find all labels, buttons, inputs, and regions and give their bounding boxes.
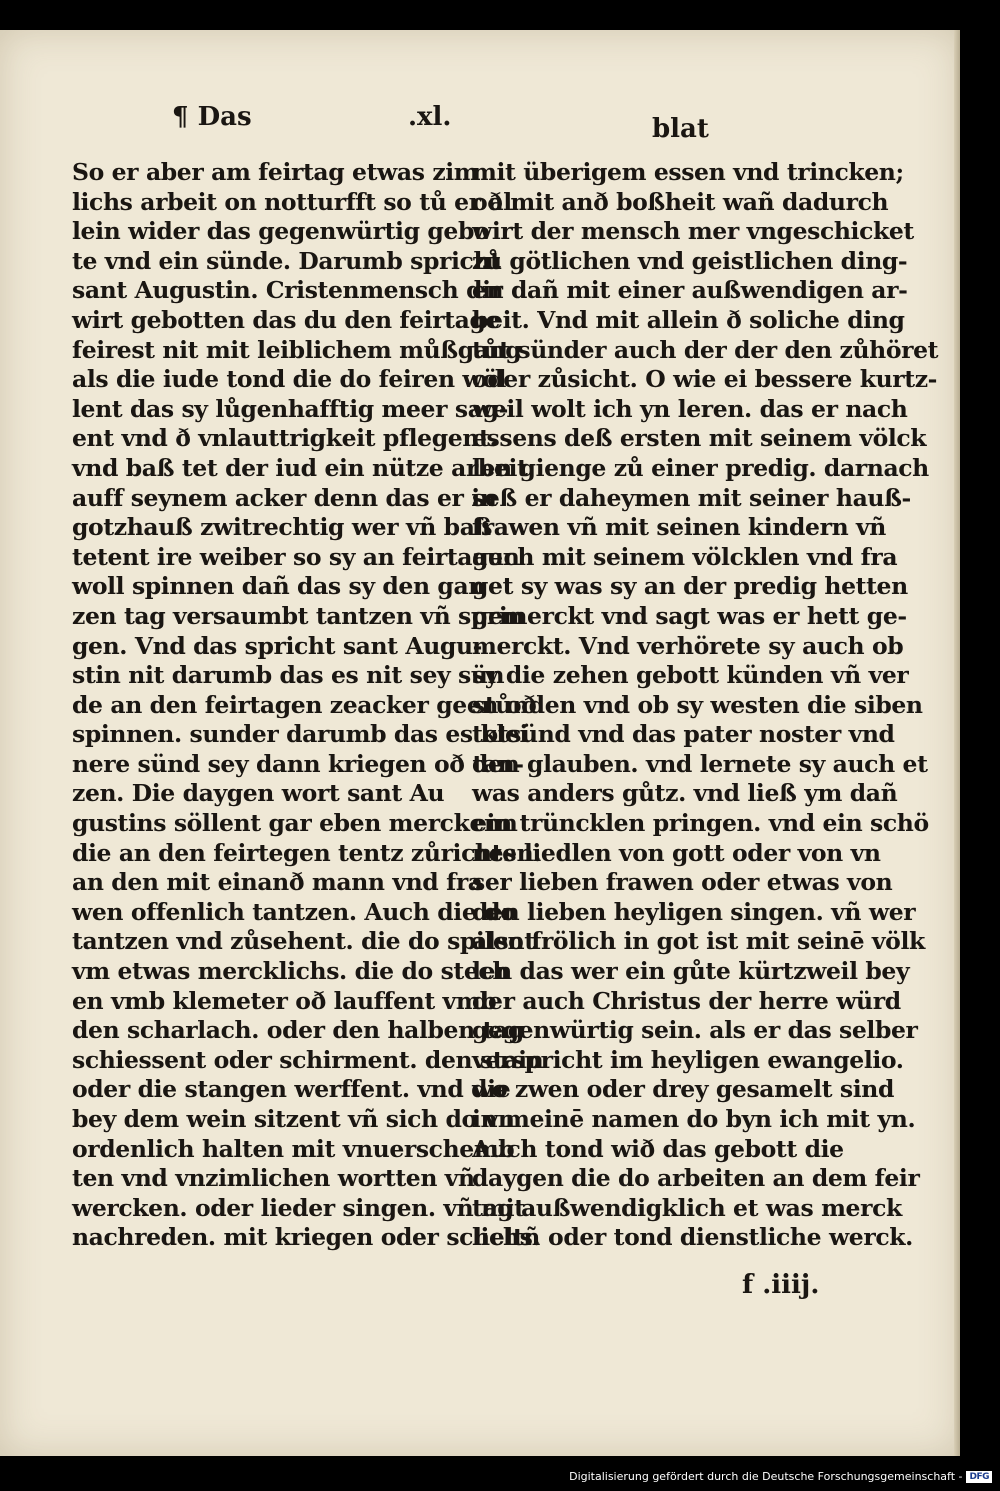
text-line: wo zwen oder drey gesamelt sind (472, 1075, 894, 1104)
text-line: nere sünd sey dann kriegen oð tan- (72, 749, 524, 778)
text-line: lein wider das gegenwürtig gebo (72, 217, 490, 246)
text-line: schiessent oder schirment. den stain (72, 1045, 544, 1074)
text-line: gen. Vnd das spricht sant Augu- (72, 631, 483, 660)
text-column-left (72, 158, 544, 1253)
text-line: oder zůsicht. O wie ei bessere kurtz- (472, 365, 938, 394)
text-line: also frölich in got ist mit seinē völk (472, 927, 925, 956)
text-line: len das wer ein gůte kürtzweil bey (472, 957, 910, 986)
text-line: nachreden. mit kriegen oder scheltñ (72, 1223, 540, 1252)
text-line: oder die stangen werffent. vnd die (72, 1075, 511, 1104)
text-line: was anders gůtz. vnd ließ ym dañ (472, 779, 898, 808)
text-line: die an den feirtegen tentz zůrichten. (72, 838, 542, 867)
text-line: lichs arbeit on notturfft so tů er al (72, 187, 512, 216)
text-line: seß er daheymen mit seiner hauß- (472, 483, 911, 512)
folio-number: .xl. (408, 102, 452, 132)
text-line: beit. Vnd mit allein ð soliche ding (472, 305, 905, 334)
text-line: auff seynem acker denn das er in (72, 483, 497, 512)
text-line: zen tag versaumbt tantzen vñ sprin (72, 601, 525, 630)
text-line: vnd baß tet der iud ein nütze arbeit (72, 453, 528, 482)
pilcrow-icon: ¶ (172, 102, 189, 132)
text-line: spinnen. sunder darumb das es klei (72, 720, 529, 749)
text-line: den scharlach. oder den halben tag (72, 1016, 524, 1045)
text-line: daygen die do arbeiten an dem feir (472, 1164, 920, 1193)
text-line: gustins söllent gar eben merckenn (72, 809, 518, 838)
text-line: tůt sünder auch der der den zůhöret (472, 335, 939, 364)
text-line: lent das sy lůgenhafftig meer sag- (72, 394, 508, 423)
text-line: ent vnd ð vnlauttrigkeit pflegent. (72, 424, 498, 453)
text-line: als die iude tond die do feiren wöl (72, 365, 507, 394)
footer-credit (569, 1470, 992, 1483)
text-line: en dañ mit einer außwendigen ar- (472, 276, 908, 305)
text-line: ein trüncklen pringen. vnd ein schö (472, 809, 929, 838)
text-line: verspricht im heyligen ewangelio. (472, 1045, 904, 1074)
book-page (0, 30, 960, 1456)
text-line: len gienge zů einer predig. darnach (472, 453, 929, 482)
text-line: de an den feirtagen zeacker geen oð (72, 690, 537, 719)
running-head-title: Das (197, 102, 252, 132)
text-line: an den mit einanð mann vnd fra (72, 868, 483, 897)
text-line: So er aber am feirtag etwas zim (72, 158, 479, 186)
text-line: woll spinnen dañ das sy den gan (72, 572, 485, 601)
text-line: ordenlich halten mit vnuerschemb (72, 1134, 515, 1163)
text-line: ser lieben frawen oder etwas von (472, 868, 893, 897)
text-line: wen offenlich tantzen. Auch die do (72, 897, 516, 926)
text-line: oð mit anð boßheit wañ dadurch (472, 187, 889, 216)
running-head-right: blat (652, 114, 709, 144)
running-head-left (172, 102, 252, 132)
text-line: auch mit seinem völcklen vnd fra (472, 542, 898, 571)
text-line: Auch tond wið das gebott die (472, 1134, 844, 1163)
text-line: wirt gebotten das du den feirtage (72, 305, 501, 334)
text-line: mit überigem essen vnd trincken; (472, 158, 904, 186)
text-line: tag außwendigklich et was merck (472, 1193, 902, 1222)
text-line: wirt der mensch mer vngeschicket (472, 217, 914, 246)
footer-text: Digitalisierung gefördert durch die Deutsche Forschungsgemeinschaft - (569, 1470, 963, 1483)
dfg-logo: DFG (966, 1471, 992, 1483)
text-line: gegenwürtig sein. als er das selber (472, 1016, 918, 1045)
text-line: merckt. Vnd verhörete sy auch ob (472, 631, 904, 660)
text-line: en vmb klemeter oð lauffent vmb (72, 986, 497, 1015)
text-line: get sy was sy an der predig hetten (472, 572, 908, 601)
text-line: te vnd ein sünde. Darumb spricht (72, 246, 501, 275)
text-line: den lieben heyligen singen. vñ wer (472, 897, 916, 926)
text-line: stůnden vnd ob sy westen die siben (472, 690, 923, 719)
text-line: essens deß ersten mit seinem völck (472, 424, 927, 453)
text-line: tantzen vnd zůsehent. die do spilent (72, 927, 535, 956)
text-line: der auch Christus der herre würd (472, 986, 901, 1015)
text-line: lichs. oder tond dienstliche werck. (472, 1223, 913, 1252)
text-line: frawen vñ mit seinen kindern vñ (472, 513, 886, 542)
text-line: in meinē namen do byn ich mit yn. (472, 1105, 916, 1133)
text-line: tetent ire weiber so sy an feirtagen (72, 542, 520, 571)
text-line: ten vnd vnzimlichen wortten vñ (72, 1164, 475, 1193)
text-line: gotzhauß zwitrechtig wer vñ baß (72, 513, 492, 542)
signature-mark: f .iiij. (742, 1270, 820, 1300)
text-line: sant Augustin. Cristenmensch dir (72, 276, 503, 305)
text-line: wercken. oder lieder singen. vñ mit (72, 1193, 525, 1222)
text-line: sy die zehen gebott künden vñ ver (472, 661, 909, 690)
text-line: stin nit darumb das es nit sey sün (72, 661, 505, 690)
text-line: den glauben. vnd lernete sy auch et (472, 749, 928, 778)
text-line: zů götlichen vnd geistlichen ding- (472, 246, 908, 275)
text-line: vm etwas mercklichs. die do stech (72, 957, 510, 986)
text-line: weil wolt ich yn leren. das er nach (472, 394, 908, 423)
text-line: bey dem wein sitzent vñ sich do vn (72, 1105, 515, 1133)
text-line: gemerckt vnd sagt was er hett ge- (472, 601, 907, 630)
text-column-right (472, 158, 939, 1253)
text-line: zen. Die daygen wort sant Au (72, 779, 445, 808)
text-line: feirest nit mit leiblichem můßgang (72, 335, 522, 364)
text-line: nes liedlen von gott oder von vn (472, 838, 881, 867)
text-line: totsünd vnd das pater noster vnd (472, 720, 895, 749)
